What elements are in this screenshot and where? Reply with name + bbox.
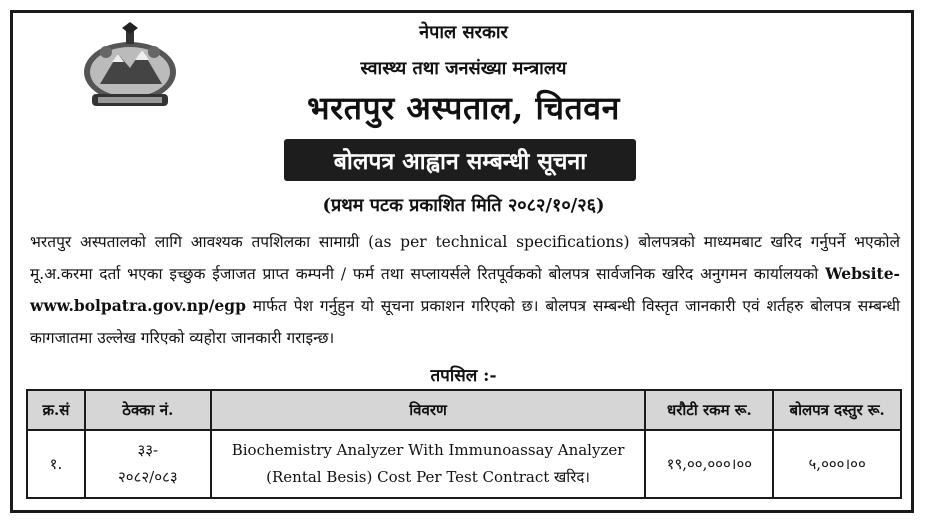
col-header-description: विवरण [211,390,646,430]
cell-deposit: १९,००,०००।०० [645,430,773,498]
publish-date: (प्रथम पटक प्रकाशित मिति २०८२/१०/२६) [322,195,605,216]
contract-no-line1: ३३- [137,441,159,459]
description-line1: Biochemistry Analyzer With Immunoassay Analyzer [231,441,625,459]
notice-title-banner [284,139,636,181]
hospital-name: भरतपुर अस्पताल, चितवन [307,89,620,127]
col-header-deposit: धरौटी रकम रू. [645,390,773,430]
body-text-part2: मार्फत पेश गर्नुहुन यो सूचना प्रकाशन गरिएको छ। बोलपत्र सम्बन्धी विस्तृत जानकारी एवं शर्तहरु बोलपत्र सम्बन्धी कागजातमा उल्लेख गरिएको व्यहोरा जानकारी गराइन्छ। [30,297,900,347]
table-header-row [27,390,901,430]
contract-no-line2: २०८२/०८३ [117,468,178,486]
ministry-name: स्वास्थ्य तथा जनसंख्या मन्त्रालय [360,58,567,79]
cell-contract-no [85,430,211,498]
table-row [27,430,901,498]
description-line2: (Rental Besis) Cost Per Test Contract खरिद। [266,468,590,486]
cell-sn: १. [27,430,85,498]
body-text-part1: भरतपुर अस्पतालको लागि आवश्यक तपशिलका सामाग्री (as per technical specifications) बोलपत्रको माध्यमबाट खरिद गर्नुपर्ने भएकोले मू.अ.करमा दर्ता भएका इच्छुक ईजाजत प्राप्त कम्पनी / फर्म तथा सप्लायर्सले रितपूर्वकको बोलपत्र सार्वजनिक खरिद अनुगमन कार्यालयको [30,233,900,283]
col-header-sn: क्र.सं [27,390,85,430]
col-header-fee: बोलपत्र दस्तुर रू. [773,390,901,430]
cell-fee: ५,०००।०० [773,430,901,498]
tender-table [26,389,902,499]
notice-title: बोलपत्र आह्वान सम्बन्धी सूचना [333,148,587,175]
table-caption: तपसिल :- [430,366,497,386]
col-header-contract-no: ठेक्का नं. [85,390,211,430]
cell-description [211,430,646,498]
website-link[interactable]: Website- www.bolpatra.gov.np/egp [30,264,900,315]
government-name: नेपाल सरकार [419,22,508,43]
notice-body [30,226,900,354]
